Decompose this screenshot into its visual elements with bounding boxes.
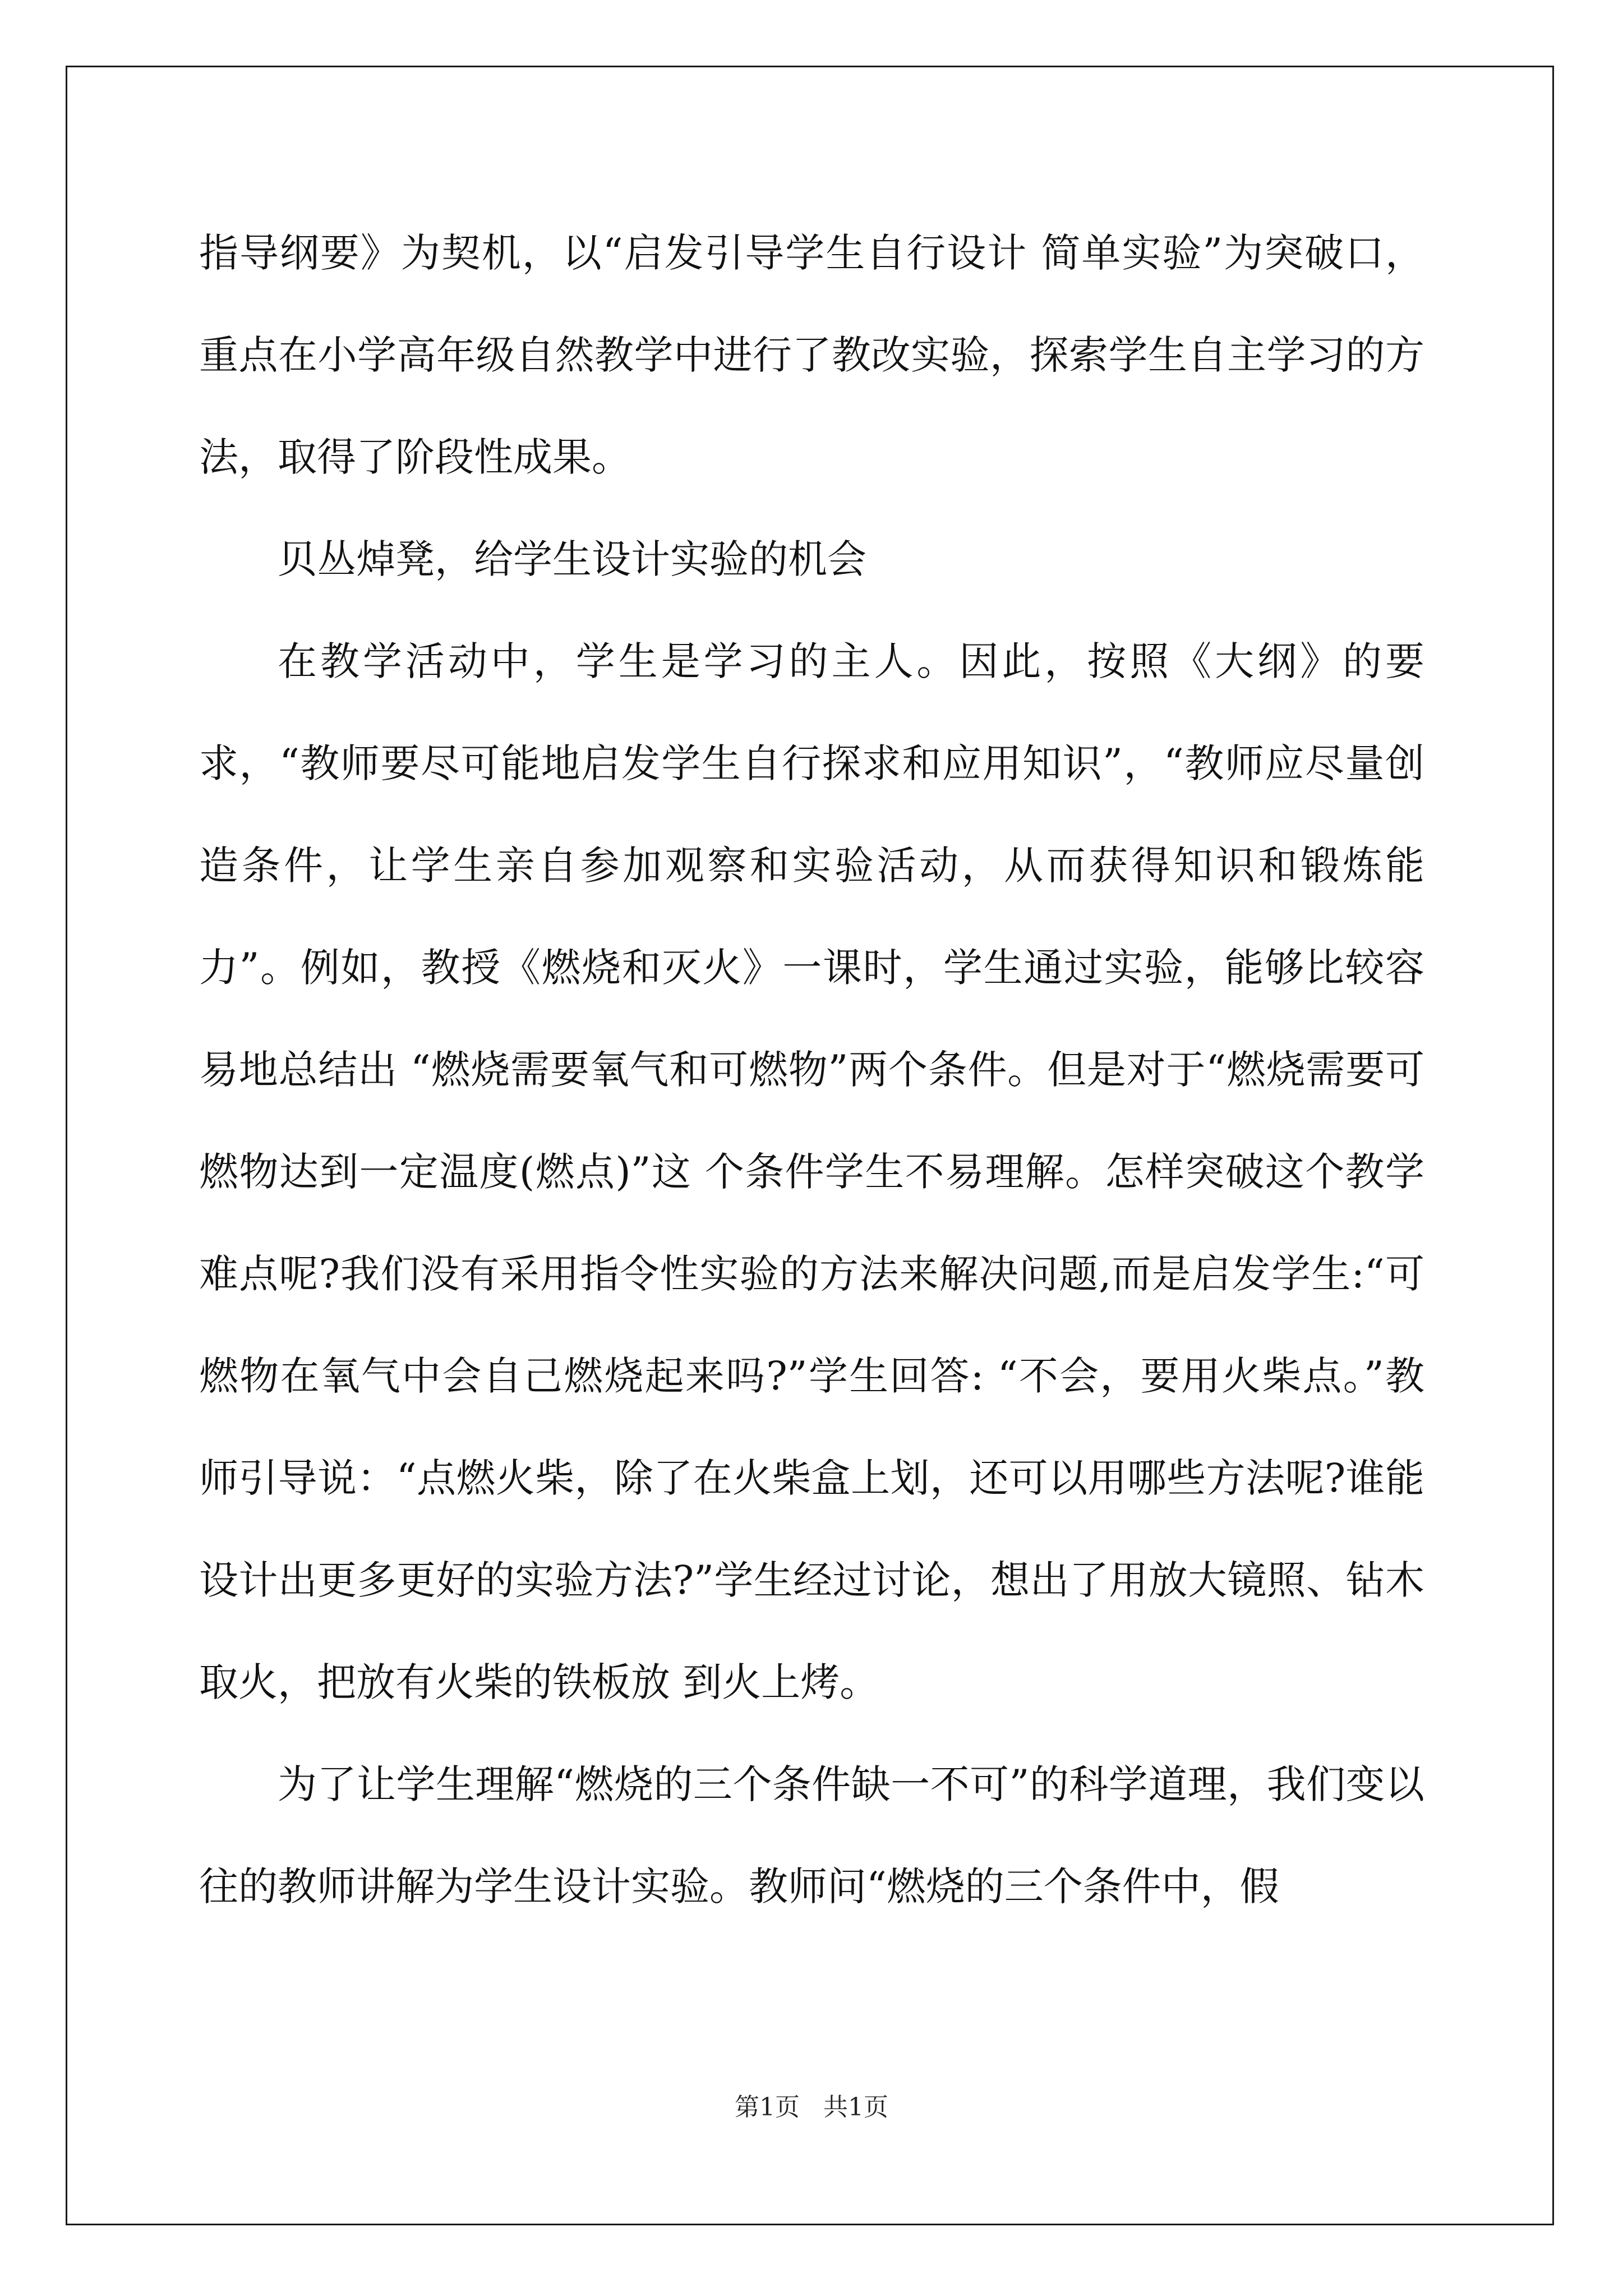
page-total: 共1页 <box>823 2093 888 2122</box>
page-number: 第1页 <box>735 2093 800 2122</box>
paragraph-2: 贝丛焯凳，给学生设计实验的机会 <box>278 536 866 582</box>
document-body <box>199 202 1424 1938</box>
paragraph-3: 在教学活动中，学生是学习的主人。因此，按照《大纲》的要求，“教师要尽可能地启发学生自行探求和应用知识”，“教师应尽量创造条件，让学生亲自参加观察和实验活动，从而获得知识和锻炼能力”。例如，教授《燃烧和灭火》一课时，学生通过实验，能够比较容易地总结出 “燃烧需要氧气和可燃物”两个条件。但是对于“燃烧需要可燃物达到一定温度(燃点)”这 个条件学生不易理解。怎样突破这个教学难点呢?我们没有采用指令性实验的方法来解决问题,而是启发学生:“可燃物在氧气中会自己燃烧起来吗?”学生回答: “不会，要用火柴点。”教师引导说：“点燃火柴，除了在火柴盒上划，还可以用哪些方法呢?谁能设计出更多更好的实验方法?”学生经过讨论，想出了用放大镜照、钻木取火，把放有火柴的铁板放 到火上烤。 <box>199 638 1424 1705</box>
paragraph-4: 为了让学生理解“燃烧的三个条件缺一不可”的科学道理，我们变以往的教师讲解为学生设计实验。教师问“燃烧的三个条件中，假 <box>199 1761 1424 1910</box>
page-footer <box>0 2087 1623 2123</box>
paragraph-1: 指导纲要》为契机，以“启发引导学生自行设计 简单实验”为突破口，重点在小学高年级自然教学中进行了教改实验，探索学生自主学习的方法，取得了阶段性成果。 <box>199 230 1424 480</box>
